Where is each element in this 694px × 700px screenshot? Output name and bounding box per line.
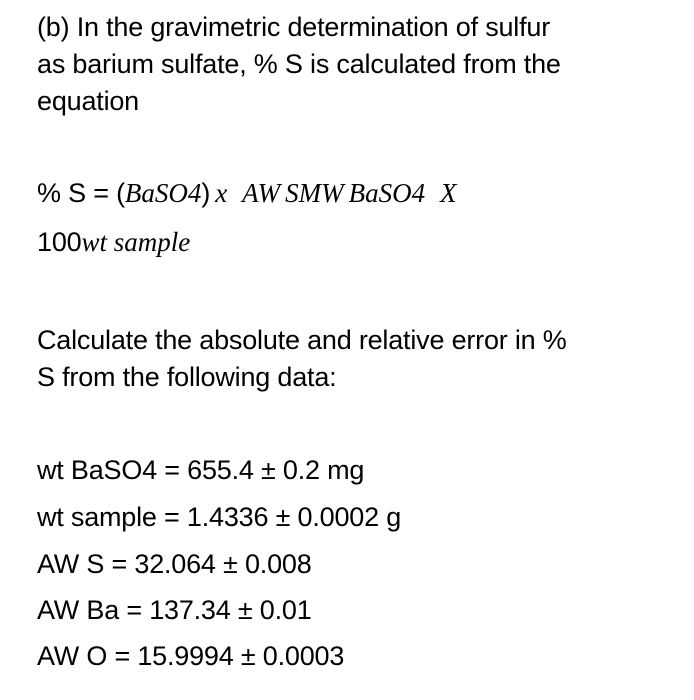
data-row-aw-o: AW O = 15.9994 ± 0.0003	[37, 641, 345, 671]
instruction-line: Calculate the absolute and relative error in %	[37, 325, 567, 355]
formula-smw: SMW	[285, 178, 344, 208]
instruction-line: S from the following data:	[37, 362, 337, 392]
data-row-wt-sample: wt sample = 1.4336 ± 0.0002 g	[37, 502, 402, 532]
formula-line-2	[37, 224, 190, 261]
formula-aw: AW	[242, 178, 281, 208]
formula-close-paren: )	[201, 178, 211, 208]
data-row-aw-s: AW S = 32.064 ± 0.008	[37, 549, 312, 579]
formula-hundred: 100	[37, 227, 82, 257]
formula-x: X	[440, 178, 457, 208]
formula-baso4: BaSO4	[124, 178, 202, 208]
intro-line: as barium sulfate, % S is calculated from the	[37, 49, 561, 79]
formula-lhs: % S = (	[37, 178, 125, 208]
intro-line: (b) In the gravimetric determination of sulfur	[37, 12, 551, 42]
formula-times: x	[215, 178, 228, 208]
question-instruction	[37, 322, 567, 396]
formula-wt-sample: wt sample	[81, 227, 191, 257]
question-intro	[37, 9, 561, 120]
data-row-wt-baso4: wt BaSO4 = 655.4 ± 0.2 mg	[37, 455, 365, 485]
formula-line-1	[37, 175, 457, 212]
formula-baso4-2: BaSO4	[348, 178, 426, 208]
intro-line: equation	[37, 86, 139, 116]
data-row-aw-ba: AW Ba = 137.34 ± 0.01	[37, 595, 312, 625]
